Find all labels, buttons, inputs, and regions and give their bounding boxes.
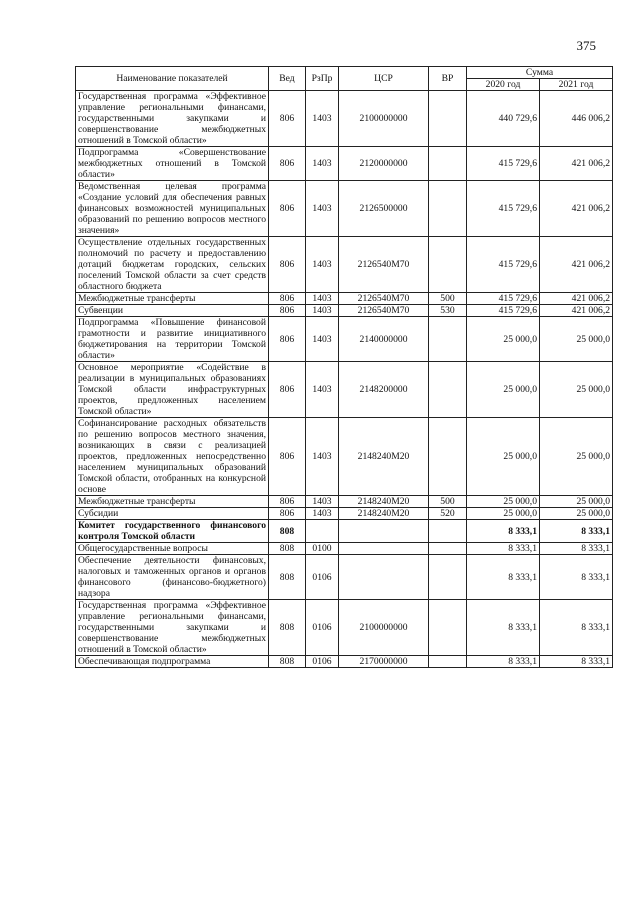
cell-ved: 806 bbox=[269, 496, 306, 508]
cell-vr bbox=[429, 418, 467, 496]
cell-vr bbox=[429, 237, 467, 293]
cell-vr: 530 bbox=[429, 305, 467, 317]
cell-rzpr: 0106 bbox=[306, 656, 339, 668]
cell-csr: 2120000000 bbox=[339, 147, 429, 181]
table-row bbox=[76, 237, 613, 293]
cell-ved: 806 bbox=[269, 181, 306, 237]
cell-2020: 415 729,6 bbox=[467, 181, 540, 237]
cell-name: Осуществление отдельных государственных полномочий по расчету и предоставлению дотаций бюджетам городских, сельских поселений Томской области за счет средств областного бюджета bbox=[76, 237, 269, 293]
cell-vr bbox=[429, 147, 467, 181]
table-row bbox=[76, 317, 613, 362]
cell-rzpr: 1403 bbox=[306, 305, 339, 317]
cell-2020: 415 729,6 bbox=[467, 305, 540, 317]
cell-2020: 415 729,6 bbox=[467, 293, 540, 305]
cell-2020: 8 333,1 bbox=[467, 656, 540, 668]
cell-name: Комитет государственного финансового контроля Томской области bbox=[76, 520, 269, 543]
cell-2020: 415 729,6 bbox=[467, 237, 540, 293]
cell-rzpr: 1403 bbox=[306, 362, 339, 418]
cell-ved: 808 bbox=[269, 600, 306, 656]
cell-ved: 806 bbox=[269, 317, 306, 362]
cell-rzpr: 0106 bbox=[306, 600, 339, 656]
cell-csr: 2126540М70 bbox=[339, 237, 429, 293]
cell-2021: 25 000,0 bbox=[540, 362, 613, 418]
cell-vr bbox=[429, 362, 467, 418]
cell-csr: 2126540М70 bbox=[339, 293, 429, 305]
table-row bbox=[76, 520, 613, 543]
cell-ved: 806 bbox=[269, 362, 306, 418]
cell-csr: 2148240М20 bbox=[339, 508, 429, 520]
cell-vr: 500 bbox=[429, 496, 467, 508]
cell-name: Межбюджетные трансферты bbox=[76, 293, 269, 305]
table-body bbox=[76, 91, 613, 668]
cell-2021: 421 006,2 bbox=[540, 305, 613, 317]
page-number: 375 bbox=[576, 38, 596, 53]
header-year-2021: 2021 год bbox=[540, 79, 613, 91]
cell-rzpr: 1403 bbox=[306, 237, 339, 293]
table-row bbox=[76, 508, 613, 520]
cell-2021: 421 006,2 bbox=[540, 237, 613, 293]
cell-csr: 2170000000 bbox=[339, 656, 429, 668]
table-row bbox=[76, 147, 613, 181]
cell-vr: 520 bbox=[429, 508, 467, 520]
cell-ved: 806 bbox=[269, 418, 306, 496]
cell-ved: 808 bbox=[269, 543, 306, 555]
cell-name: Обеспечивающая подпрограмма bbox=[76, 656, 269, 668]
cell-2021: 25 000,0 bbox=[540, 508, 613, 520]
budget-table bbox=[75, 66, 613, 668]
cell-ved: 806 bbox=[269, 237, 306, 293]
header-vr: ВР bbox=[429, 67, 467, 91]
cell-csr: 2148200000 bbox=[339, 362, 429, 418]
table-row bbox=[76, 91, 613, 147]
table-row bbox=[76, 181, 613, 237]
cell-vr bbox=[429, 91, 467, 147]
table-row bbox=[76, 418, 613, 496]
cell-2020: 440 729,6 bbox=[467, 91, 540, 147]
cell-rzpr: 1403 bbox=[306, 147, 339, 181]
cell-name: Государственная программа «Эффективное управление региональными финансами, государственными закупками и совершенствование межбюджетных отношений в Томской области» bbox=[76, 600, 269, 656]
cell-rzpr: 1403 bbox=[306, 508, 339, 520]
cell-vr bbox=[429, 543, 467, 555]
table-row bbox=[76, 600, 613, 656]
cell-name: Софинансирование расходных обязательств по решению вопросов местного значения, возникающих в связи с реализацией проектов, предложенных непосредственно населением муниципальных образований Томской области, отобранных на конкурсной основе bbox=[76, 418, 269, 496]
cell-csr: 2148240М20 bbox=[339, 496, 429, 508]
cell-2021: 421 006,2 bbox=[540, 181, 613, 237]
cell-vr bbox=[429, 317, 467, 362]
header-year-2020: 2020 год bbox=[467, 79, 540, 91]
cell-rzpr: 0106 bbox=[306, 555, 339, 600]
cell-ved: 808 bbox=[269, 520, 306, 543]
cell-rzpr: 0100 bbox=[306, 543, 339, 555]
cell-name: Субсидии bbox=[76, 508, 269, 520]
cell-ved: 806 bbox=[269, 147, 306, 181]
cell-2021: 25 000,0 bbox=[540, 496, 613, 508]
cell-csr: 2126500000 bbox=[339, 181, 429, 237]
cell-2020: 25 000,0 bbox=[467, 508, 540, 520]
cell-2020: 25 000,0 bbox=[467, 418, 540, 496]
cell-2021: 8 333,1 bbox=[540, 555, 613, 600]
cell-2021: 8 333,1 bbox=[540, 600, 613, 656]
header-sum: Сумма bbox=[467, 67, 613, 79]
cell-2021: 8 333,1 bbox=[540, 543, 613, 555]
cell-2021: 25 000,0 bbox=[540, 317, 613, 362]
cell-ved: 806 bbox=[269, 508, 306, 520]
cell-2020: 25 000,0 bbox=[467, 496, 540, 508]
cell-vr: 500 bbox=[429, 293, 467, 305]
cell-2021: 25 000,0 bbox=[540, 418, 613, 496]
cell-2021: 8 333,1 bbox=[540, 656, 613, 668]
cell-csr: 2126540М70 bbox=[339, 305, 429, 317]
table-header bbox=[76, 67, 613, 91]
cell-2020: 25 000,0 bbox=[467, 362, 540, 418]
cell-rzpr: 1403 bbox=[306, 293, 339, 305]
cell-2020: 8 333,1 bbox=[467, 520, 540, 543]
cell-ved: 806 bbox=[269, 293, 306, 305]
cell-rzpr bbox=[306, 520, 339, 543]
cell-csr bbox=[339, 555, 429, 600]
cell-name: Основное мероприятие «Содействие в реализации в муниципальных образованиях Томской области инфраструктурных проектов, предложенных населением Томской области» bbox=[76, 362, 269, 418]
header-name: Наименование показателей bbox=[76, 67, 269, 91]
cell-2020: 8 333,1 bbox=[467, 543, 540, 555]
cell-name: Обеспечение деятельности финансовых, налоговых и таможенных органов и органов финансового (финансово-бюджетного) надзора bbox=[76, 555, 269, 600]
cell-name: Субвенции bbox=[76, 305, 269, 317]
table-row bbox=[76, 555, 613, 600]
cell-csr: 2100000000 bbox=[339, 91, 429, 147]
cell-rzpr: 1403 bbox=[306, 418, 339, 496]
cell-ved: 806 bbox=[269, 305, 306, 317]
table-row bbox=[76, 543, 613, 555]
cell-2021: 421 006,2 bbox=[540, 293, 613, 305]
header-rzpr: РзПр bbox=[306, 67, 339, 91]
cell-vr bbox=[429, 520, 467, 543]
cell-name: Общегосударственные вопросы bbox=[76, 543, 269, 555]
cell-2021: 421 006,2 bbox=[540, 147, 613, 181]
cell-name: Подпрограмма «Повышение финансовой грамотности и развитие инициативного бюджетирования на территории Томской области» bbox=[76, 317, 269, 362]
cell-csr: 2148240М20 bbox=[339, 418, 429, 496]
cell-rzpr: 1403 bbox=[306, 181, 339, 237]
cell-name: Межбюджетные трансферты bbox=[76, 496, 269, 508]
header-ved: Вед bbox=[269, 67, 306, 91]
cell-ved: 808 bbox=[269, 656, 306, 668]
cell-csr: 2100000000 bbox=[339, 600, 429, 656]
cell-name: Ведомственная целевая программа «Создание условий для обеспечения равных финансовых возможностей муниципальных образований по решению вопросов местного значения» bbox=[76, 181, 269, 237]
cell-2020: 25 000,0 bbox=[467, 317, 540, 362]
cell-ved: 808 bbox=[269, 555, 306, 600]
cell-csr bbox=[339, 543, 429, 555]
cell-csr bbox=[339, 520, 429, 543]
cell-rzpr: 1403 bbox=[306, 496, 339, 508]
cell-2020: 8 333,1 bbox=[467, 600, 540, 656]
cell-2021: 446 006,2 bbox=[540, 91, 613, 147]
header-csr: ЦСР bbox=[339, 67, 429, 91]
cell-name: Государственная программа «Эффективное управление региональными финансами, государственными закупками и совершенствование межбюджетных отношений в Томской области» bbox=[76, 91, 269, 147]
cell-name: Подпрограмма «Совершенствование межбюджетных отношений в Томской области» bbox=[76, 147, 269, 181]
table-row bbox=[76, 656, 613, 668]
cell-2020: 8 333,1 bbox=[467, 555, 540, 600]
table-row bbox=[76, 293, 613, 305]
table-row bbox=[76, 496, 613, 508]
cell-rzpr: 1403 bbox=[306, 317, 339, 362]
cell-vr bbox=[429, 181, 467, 237]
cell-vr bbox=[429, 600, 467, 656]
cell-vr bbox=[429, 656, 467, 668]
cell-vr bbox=[429, 555, 467, 600]
cell-2020: 415 729,6 bbox=[467, 147, 540, 181]
cell-csr: 2140000000 bbox=[339, 317, 429, 362]
table-row bbox=[76, 305, 613, 317]
cell-ved: 806 bbox=[269, 91, 306, 147]
cell-2021: 8 333,1 bbox=[540, 520, 613, 543]
table-row bbox=[76, 362, 613, 418]
cell-rzpr: 1403 bbox=[306, 91, 339, 147]
